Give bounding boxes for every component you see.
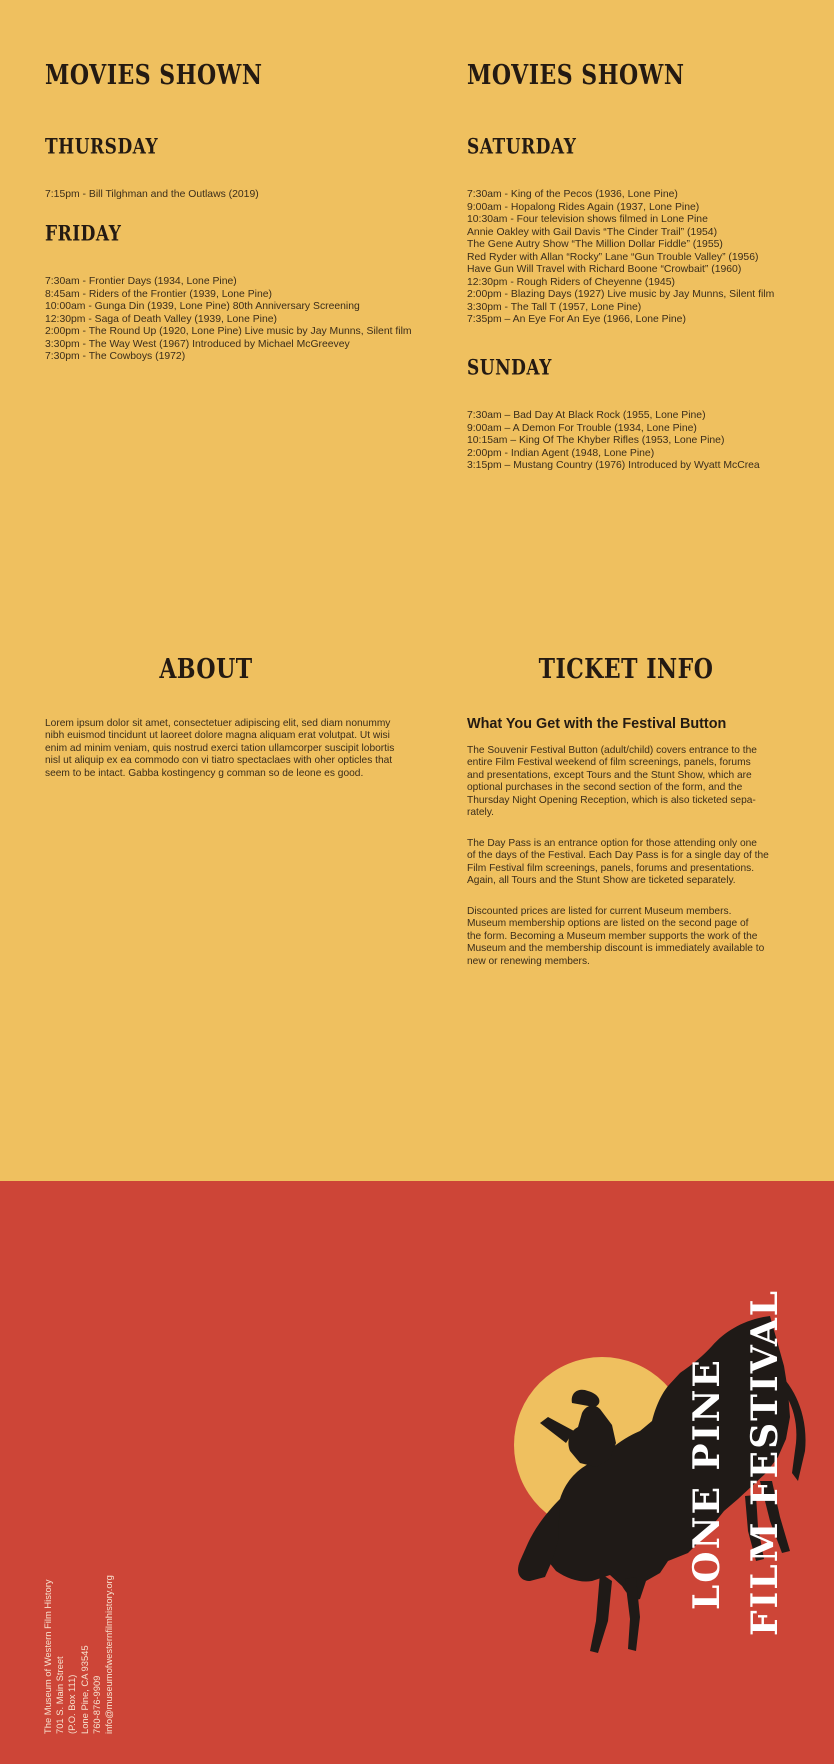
movies-shown-heading-left: MOVIES SHOWN [45,58,263,92]
ticket-line: of the days of the Festival. Each Day Pass is for a single day of the [467,850,769,862]
ticket-line: Museum membership options are listed on the second page of [467,918,749,930]
ticket-line: optional purchases in the second section of the form, and the [467,782,743,794]
movies-shown-heading-right: MOVIES SHOWN [467,58,685,92]
ticket-paragraph-1 [467,745,757,819]
ticket-line: and presentations, except Tours and the Stunt Show, which are [467,769,752,781]
schedule-item: 12:30pm - Saga of Death Valley (1939, Lone Pine) [45,313,278,325]
about-line: nisl ut aliquip ex ea commodo con vi tiatro spectaclaes with oher opticles that [45,755,393,767]
ticket-info-heading: TICKET INFO [538,652,714,686]
address-email[interactable]: info@museumofwesternfilmhistory.org [103,1575,115,1734]
ticket-paragraph-2 [467,838,769,888]
schedule-item: 2:00pm - Blazing Days (1927) Live music by Jay Munns, Silent film [467,289,775,300]
schedule-item: 7:35pm – An Eye For An Eye (1966, Lone Pine) [467,314,686,325]
friday-heading: FRIDAY [45,221,122,247]
about-line: nibh euismod tincidunt ut laoreet dolore magna aliquam erat volutpat. Ut wisi [45,730,390,742]
schedule-item: 9:00am - Hopalong Rides Again (1937, Lone Pine) [467,201,700,213]
schedule-item: 7:30am - Frontier Days (1934, Lone Pine) [45,276,237,287]
ticket-line: rately. [467,807,494,819]
ticket-line: Again, all Tours and the Stunt Show are ticketed separately. [467,875,736,887]
ticket-line: The Souvenir Festival Button (adult/child) covers entrance to the [467,745,757,756]
schedule-item: Annie Oakley with Gail Davis “The Cinder Trail” (1954) [467,226,718,238]
ticket-line: Discounted prices are listed for current Museum members. [467,906,732,917]
schedule-item: 2:00pm - Indian Agent (1948, Lone Pine) [467,447,655,459]
address-line: (P.O. Box 111) [66,1674,78,1734]
ticket-line: Museum and the membership discount is immediately available to [467,943,765,955]
friday-schedule [45,276,412,364]
museum-address [42,1575,115,1734]
address-line: Lone Pine, CA 93545 [78,1645,90,1734]
ticket-line: new or renewing members. [467,955,590,967]
schedule-item: 7:30am – Bad Day At Black Rock (1955, Lone Pine) [467,410,706,421]
schedule-item: 10:30am - Four television shows filmed in Lone Pine [467,214,708,225]
ticket-line: The Day Pass is an entrance option for those attending only one [467,838,757,849]
schedule-item: Red Ryder with Allan “Rocky” Lane “Gun Trouble Valley” (1956) [467,251,759,263]
schedule-item: 3:15pm – Mustang Country (1976) Introduced by Wyatt McCrea [467,460,760,471]
saturday-schedule [467,189,774,327]
schedule-item: 3:30pm - The Tall T (1957, Lone Pine) [467,301,642,313]
ticket-line: entire Film Festival weekend of film screenings, panels, forums [467,757,751,769]
about-text [45,718,394,780]
festival-title-line1: LONE PINE [686,1358,728,1610]
about-line: Lorem ipsum dolor sit amet, consectetuer adipiscing elit, sed diam nonummy [45,718,391,729]
schedule-item: 7:30am - King of the Pecos (1936, Lone Pine) [467,189,678,200]
ticket-paragraph-3 [467,906,764,968]
ticket-line: Thursday Night Opening Reception, which is also ticketed sepa- [467,794,756,806]
sunday-schedule [467,410,760,473]
schedule-item: The Gene Autry Show “The Million Dollar Fiddle” (1955) [467,239,723,250]
about-heading: ABOUT [159,652,253,686]
schedule-item: 12:30pm - Rough Riders of Cheyenne (1945) [467,276,675,288]
ticket-line: Film Festival film screenings, panels, forums and presentations. [467,862,755,874]
address-line: 760-876-9909 [90,1675,102,1734]
schedule-item: 8:45am - Riders of the Frontier (1939, Lone Pine) [45,288,272,300]
schedule-item: 10:00am - Gunga Din (1939, Lone Pine) 80th Anniversary Screening [45,301,360,312]
schedule-item: 10:15am – King Of The Khyber Rifles (1953, Lone Pine) [467,435,725,446]
address-line: The Museum of Western Film History [42,1579,53,1734]
sunday-heading: SUNDAY [467,355,552,381]
schedule-item: Have Gun Will Travel with Richard Boone “Crowbait” (1960) [467,264,742,275]
thursday-heading: THURSDAY [45,134,159,160]
schedule-item: 2:00pm - The Round Up (1920, Lone Pine) Live music by Jay Munns, Silent film [45,326,412,337]
address-line: 701 S. Main Street [54,1656,66,1734]
saturday-heading: SATURDAY [467,134,577,160]
thursday-schedule [45,189,259,202]
schedule-item: 7:30pm - The Cowboys (1972) [45,351,186,362]
schedule-item: 7:15pm - Bill Tilghman and the Outlaws (2019) [45,189,259,200]
ticket-line: the form. Becoming a Museum member supports the work of the [467,930,758,942]
about-line: seem to be intact. Gabba kostingency g comman so de leone es good. [45,767,364,779]
schedule-item: 9:00am – A Demon For Trouble (1934, Lone Pine) [467,422,697,434]
ticket-subheading: What You Get with the Festival Button [467,716,727,732]
about-line: enim ad minim veniam, quis nostrud exerci tation ullamcorper suscipit lobortis [45,742,395,754]
festival-title-line2: FILM FESTIVAL [744,1288,786,1636]
schedule-item: 3:30pm - The Way West (1967) Introduced by Michael McGreevey [45,338,350,350]
